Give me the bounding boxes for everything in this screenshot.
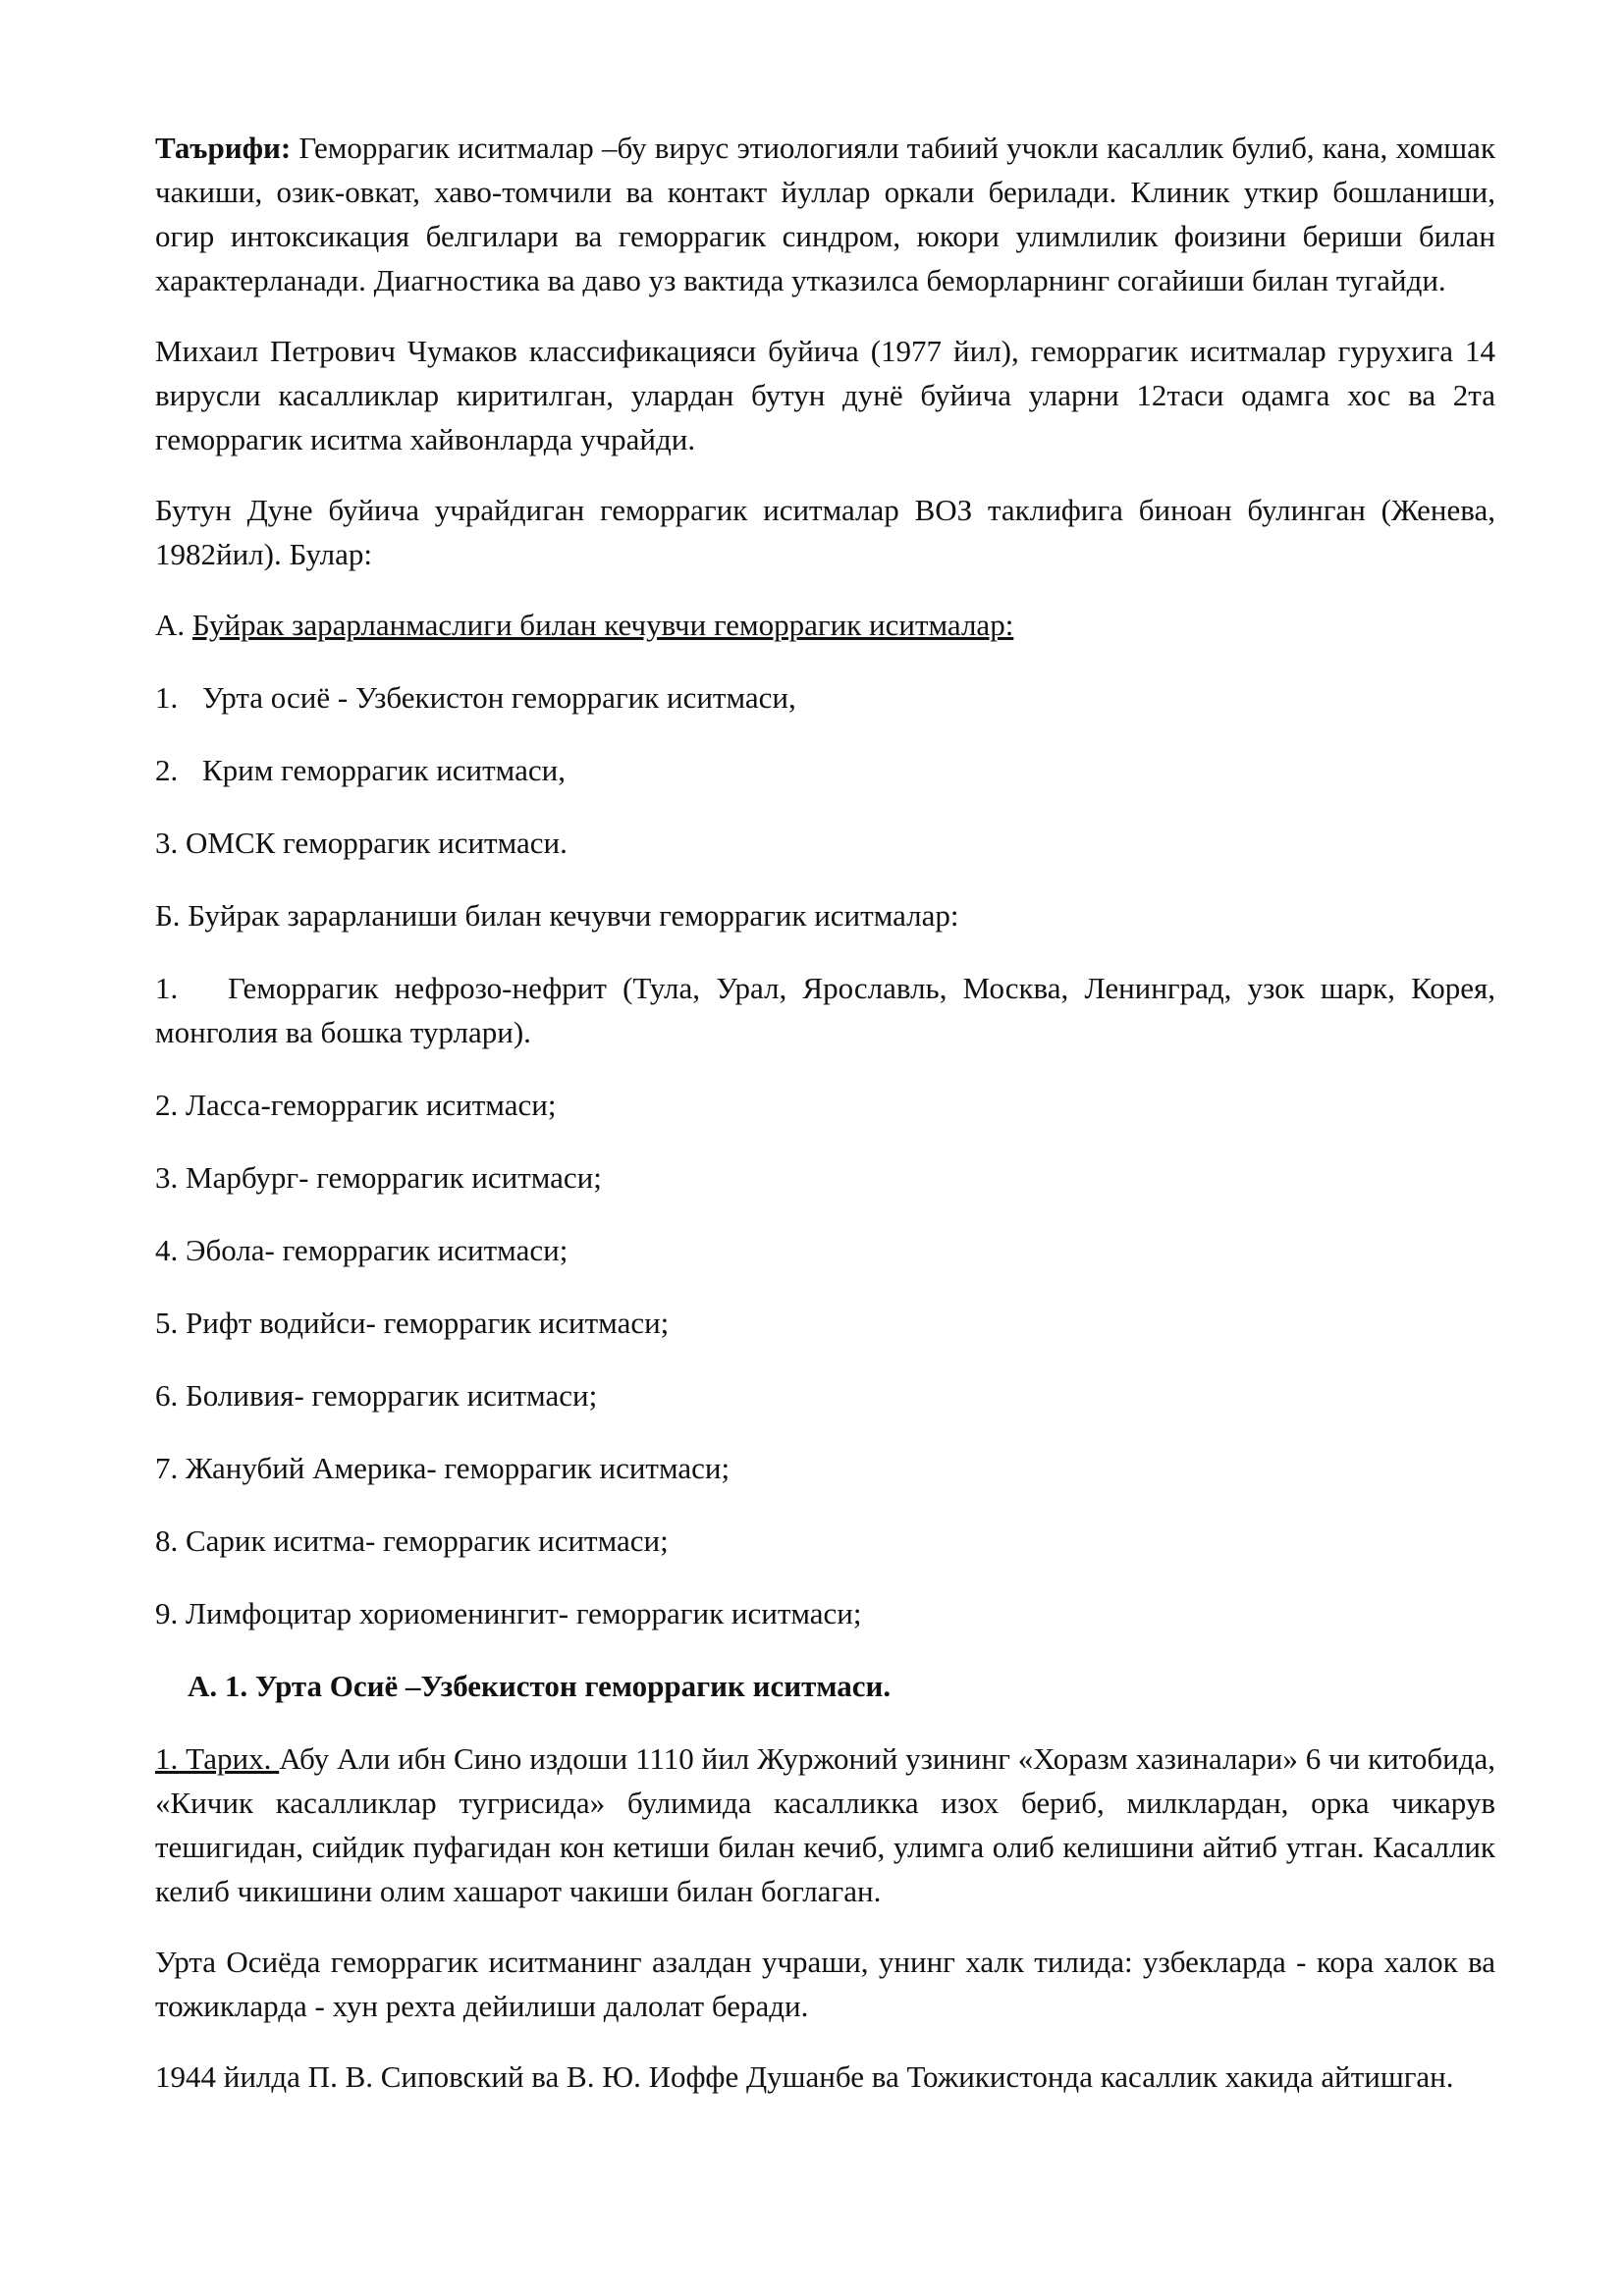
definition-label: Таърифи: xyxy=(155,131,292,165)
list-item: 4. Эбола- геморрагик иситмаси; xyxy=(155,1233,568,1267)
group-a-heading xyxy=(155,603,1495,647)
list-item: 9. Лимфоцитар хориоменингит- геморрагик иситмаси; xyxy=(155,1596,862,1630)
list-item-number: 2. xyxy=(155,753,179,787)
section-heading: А. 1. Урта Осиё –Узбекистон геморрагик иситмаси. xyxy=(188,1669,892,1703)
definition-text: Геморрагик иситмалар –бу вирус этиологияли табиий учокли касаллик булиб, кана, хомшак чакиши, озик-овкат, хаво-томчили ва контакт йуллар оркали берилади. Клиник уткир бошланиши, огир интоксикация белгилари ва геморрагик синдром, юкори улимлилик фоизини бериши билан характерланади. Диагностика ва даво уз вактида утказилса беморларнинг согайиши билан тугайди. xyxy=(155,131,1495,297)
list-item: 3. Марбург- геморрагик иситмаси; xyxy=(155,1160,602,1195)
list-item-text: 3. ОМСК геморрагик иситмаси. xyxy=(155,826,568,860)
chumakov-paragraph: Михаил Петрович Чумаков классификацияси буйича (1977 йил), геморрагик иситмалар гурухига 14 вирусли касалликлар киритилган, улардан бутун дунё буйича уларни 12таси одамга хос ва 2та геморрагик иситма хайвонларда учрайди. xyxy=(155,334,1495,456)
list-item: 7. Жанубий Америка- геморрагик иситмаси; xyxy=(155,1451,731,1485)
list-item xyxy=(155,748,1495,792)
group-a-prefix: А. xyxy=(155,608,192,642)
list-item-text: Урта осиё - Узбекистон геморрагик иситмаси, xyxy=(202,680,796,715)
list-item xyxy=(155,966,1495,1054)
history-text: Абу Али ибн Сино издоши 1110 йил Журжоний узининг «Хоразм хазиналари» 6 чи китобида, «Кичик касалликлар тугрисида» булимида касалликка изох бериб, милклардан, орка чикарув тешигидан, сийдик пуфагидан кон кетиши билан кечиб, улимга олиб келишини айтиб утган. Касаллик келиб чикишини олим хашарот чакиши билан боглаган. xyxy=(155,1741,1496,1908)
history-paragraph xyxy=(155,1736,1495,1913)
list-item: 2. Ласса-геморрагик иситмаси; xyxy=(155,1088,557,1122)
list-item-number: 1. xyxy=(155,680,179,715)
definition-paragraph xyxy=(155,126,1495,302)
list-item: 6. Боливия- геморрагик иситмаси; xyxy=(155,1378,598,1413)
who-paragraph: Бутун Дуне буйича учрайдиган геморрагик иситмалар ВОЗ таклифига биноан булинган (Женева, 1982йил). Булар: xyxy=(155,493,1495,571)
central-asia-paragraph: Урта Осиёда геморрагик иситманинг азалдан учраши, унинг халк тилида: узбекларда - кора халок ва тожикларда - хун рехта дейилиши далолат беради. xyxy=(155,1945,1495,2023)
group-b-heading: Б. Буйрак зарарланиши билан кечувчи геморрагик иситмалар: xyxy=(155,898,959,933)
list-item xyxy=(155,821,1495,865)
list-item-text: Крим геморрагик иситмаси, xyxy=(202,753,566,787)
group-a-title: Буйрак зарарланмаслиги билан кечувчи геморрагик иситмалар: xyxy=(191,608,1014,642)
year-1944-paragraph: 1944 йилда П. В. Сиповский ва В. Ю. Иоффе Душанбе ва Тожикистонда касаллик хакида айтишган. xyxy=(155,2059,1454,2094)
list-item: 8. Сарик иситма- геморрагик иситмаси; xyxy=(155,1523,669,1558)
list-item xyxy=(155,675,1495,720)
list-item-text: Геморрагик нефрозо-нефрит (Тула, Урал, Ярославль, Москва, Ленинград, узок шарк, Корея, монголия ва бошка турлари). xyxy=(155,971,1495,1049)
list-item: 5. Рифт водийси- геморрагик иситмаси; xyxy=(155,1306,670,1340)
document-page xyxy=(155,126,1495,2099)
list-item-number: 1. xyxy=(155,971,179,1005)
history-label: 1. Тарих. xyxy=(155,1741,280,1776)
